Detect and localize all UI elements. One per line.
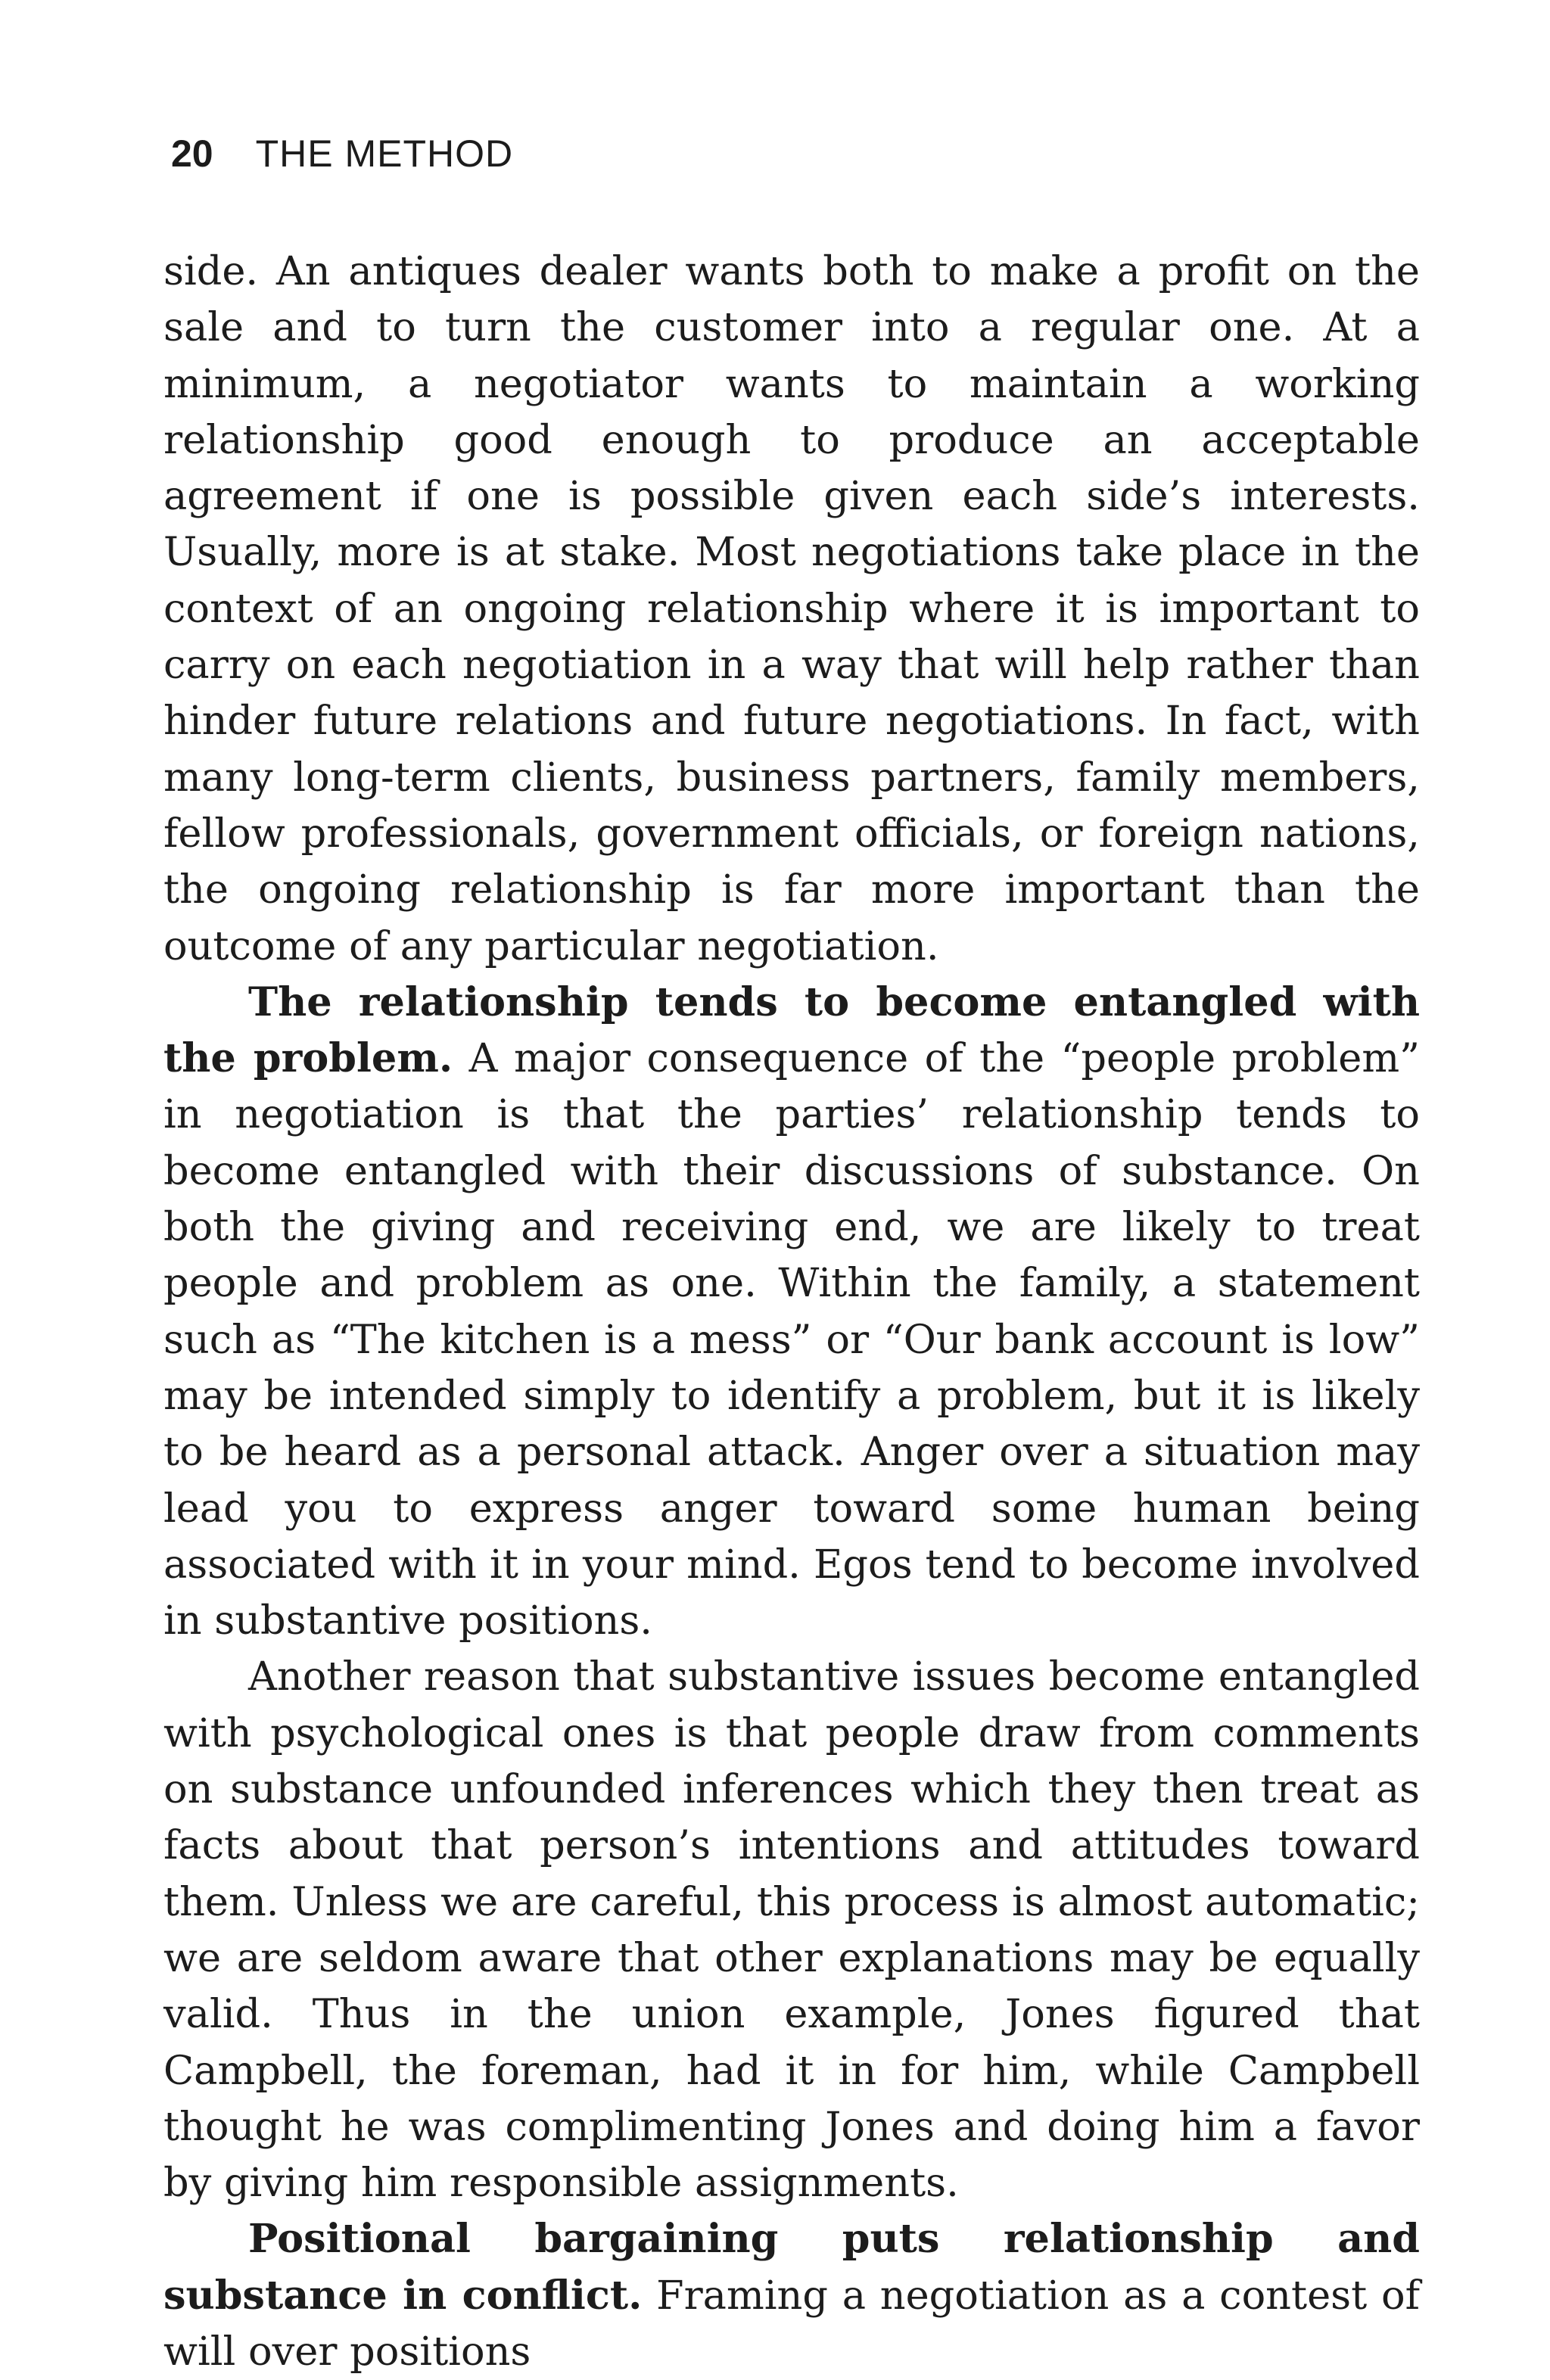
page-number: 20 (171, 132, 213, 175)
paragraph-positional-bargaining (163, 2211, 1420, 2380)
paragraph-continuation: side. An antiques dealer wants both to make a profit on the sale and to turn the customer into a regular one. At a minimum, a negotiator wants to maintain a working relationship good enough to produce an acceptable agreement if one is possible given each side’s interests. Usually, more is at stake. Most negotiations take place in the context of an ongoing relationship where it is important to carry on each negotiation in a way that will help rather than hinder future relations and future negotiations. In fact, with many long-term clients, business partners, family members, fellow professionals, government officials, or foreign nations, the ongoing relationship is far more important than the outcome of any particular negotiation. (163, 248, 1420, 969)
section-title: THE METHOD (255, 132, 514, 175)
paragraph-entanglement (163, 975, 1420, 1650)
run-in-heading-entanglement: The relationship tends to become entangled with the problem. (163, 978, 1420, 1082)
run-in-heading-positional-bargaining: Positional bargaining puts relationship and substance in conflict. (163, 2216, 1420, 2319)
paragraph-inferences: Another reason that substantive issues become entangled with psychological ones is that people draw from comments on substance unfounded inferences which they then treat as facts about that person’s intentions and attitudes toward them. Unless we are careful, this process is almost automatic; we are seldom aware that other explanations may be equally valid. Thus in the union example, Jones figured that Campbell, the foreman, had it in for him, while Campbell thought he was complimenting Jones and doing him a favor by giving him responsible assignments. (163, 1654, 1420, 2207)
paragraph-entanglement-text: A major consequence of the “people problem” in negotiation is that the parties’ relationship tends to become entangled with their discussions of substance. On both the giving and receiving end, we are likely to treat people and problem as one. Within the family, a statement such as “The kitchen is a mess” or “Our bank account is low” may be intended simply to identify a problem, but it is likely to be heard as a personal attack. Anger over a situation may lead you to express anger toward some human being associated with it in your mind. Egos tend to become involved in substantive positions. (163, 1035, 1420, 1644)
paragraph-positional-bargaining-text: Framing a negotiation as a contest of will over positions (163, 2272, 1420, 2375)
running-head (171, 127, 513, 180)
body-text (163, 244, 1420, 2380)
